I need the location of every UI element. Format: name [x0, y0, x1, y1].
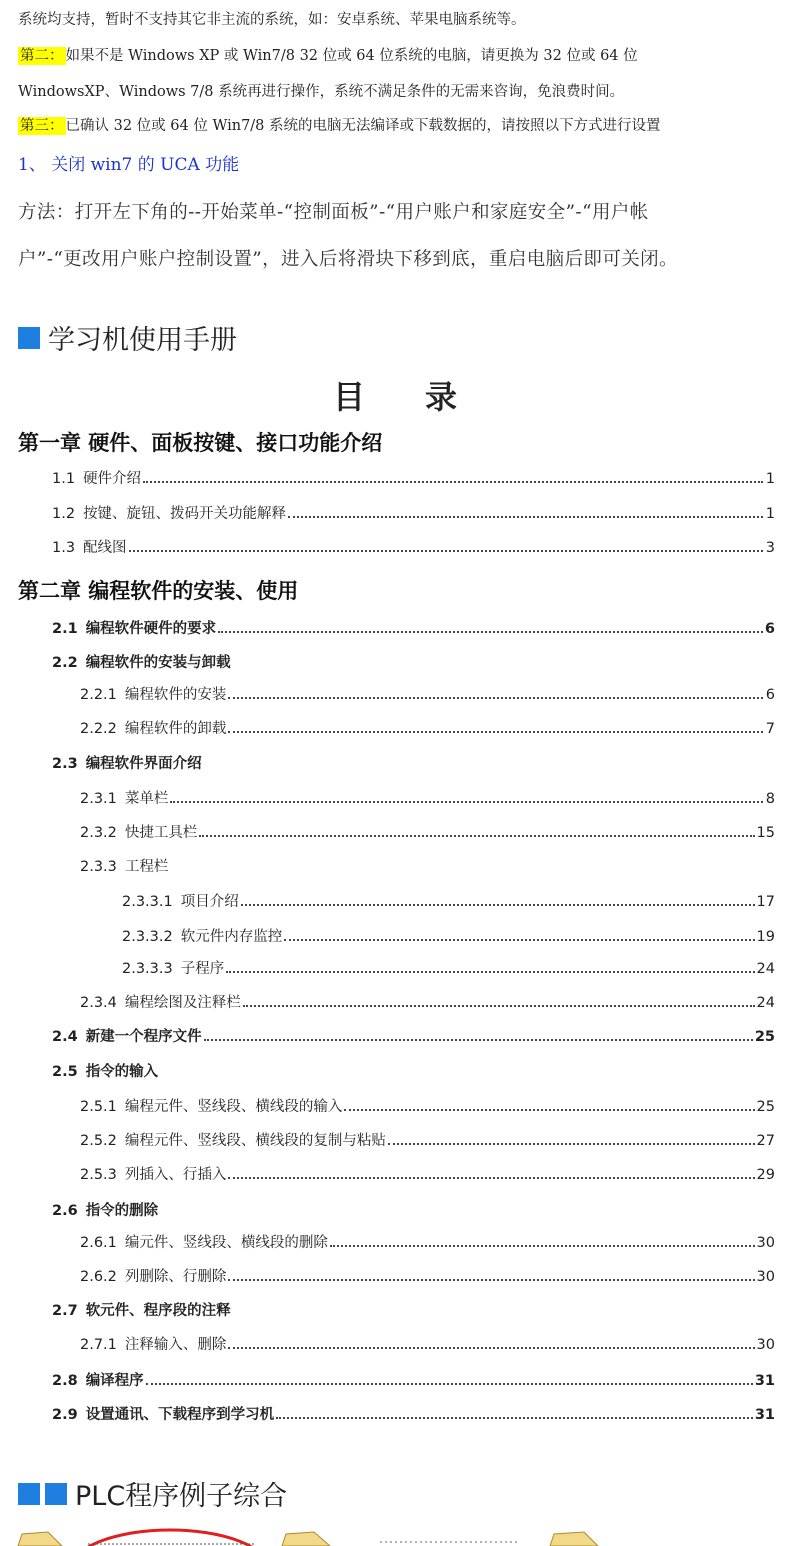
- toc-entry-title: 指令的输入: [85, 1064, 159, 1080]
- toc-entry-title: 新建一个程序文件: [85, 1029, 202, 1045]
- toc-entry-page: 24: [756, 961, 775, 977]
- toc-entry-title: 设置通讯、下载程序到学习机: [85, 1407, 275, 1423]
- toc-entry-page: 3: [765, 540, 775, 556]
- label-third: 第三：: [20, 118, 64, 134]
- toc-leader-dots: [226, 971, 754, 973]
- toc-entry-title: 软元件、程序段的注释: [85, 1303, 231, 1319]
- toc-leader-dots: [228, 1177, 754, 1179]
- toc-entry-number: 1.1: [52, 471, 76, 487]
- bottom-thumbnails: [0, 1528, 790, 1546]
- toc-entry-number: 2.2: [52, 655, 78, 671]
- toc-entry-page: 6: [764, 621, 775, 637]
- toc-leader-dots: [388, 1143, 755, 1145]
- toc-entry-number: 2.7: [52, 1303, 78, 1319]
- toc-entry-page: 31: [754, 1373, 775, 1389]
- toc-entry-number: 2.6.2: [80, 1269, 117, 1285]
- toc-entry-number: 1.2: [52, 506, 76, 522]
- toc-entry-title: 工程栏: [124, 859, 169, 875]
- toc-entry-number: 2.6: [52, 1203, 78, 1219]
- toc-entry-page: 30: [756, 1269, 775, 1285]
- chapter-1-heading: 第一章 硬件、面板按键、接口功能介绍: [18, 431, 383, 455]
- toc-entry-title: 硬件介绍: [83, 471, 142, 487]
- toc-entry[interactable]: [80, 1129, 775, 1151]
- toc-entry-title: 编程软件的安装与卸载: [85, 655, 231, 671]
- toc-entry[interactable]: [122, 890, 775, 912]
- toc-entry-page: 1: [765, 506, 775, 522]
- blue-square-icon: [18, 327, 40, 349]
- toc-entry[interactable]: [52, 536, 775, 558]
- toc-entry-page: 31: [754, 1407, 775, 1423]
- toc-entry-number: 2.3.3.2: [122, 929, 173, 945]
- toc-entry-title: 菜单栏: [124, 791, 169, 807]
- toc-entry-number: 2.5.2: [80, 1133, 117, 1149]
- toc-entry[interactable]: [52, 1299, 775, 1321]
- toc-entry-title: 项目介绍: [180, 894, 239, 910]
- toc-entry[interactable]: [80, 1231, 775, 1253]
- toc-entry-title: 软元件内存监控: [180, 929, 283, 945]
- intro-line-2-text: 如果不是 Windows XP 或 Win7/8 32 位或 64 位系统的电脑，请更换为 32 位或 64 位: [65, 48, 638, 64]
- toc-entry-number: 2.3.1: [80, 791, 117, 807]
- blue-square-icon: [45, 1483, 67, 1505]
- toc-entry-page: 30: [756, 1235, 775, 1251]
- toc-entry-title: 编程元件、竖线段、横线段的复制与粘贴: [124, 1133, 386, 1149]
- blue-square-icon: [18, 1483, 40, 1505]
- toc-entry-title: 指令的删除: [85, 1203, 159, 1219]
- toc-entry-number: 2.2.2: [80, 721, 117, 737]
- label-second: 第二：: [20, 48, 64, 64]
- toc-entry-title: 编元件、竖线段、横线段的删除: [124, 1235, 328, 1251]
- toc-entry-number: 2.3.4: [80, 995, 117, 1011]
- toc-entry-page: 30: [756, 1337, 775, 1353]
- toc-leader-dots: [146, 1383, 753, 1385]
- section-plc-title: PLC程序例子综合: [75, 1481, 288, 1512]
- toc-entry[interactable]: [52, 1403, 775, 1425]
- toc-leader-dots: [330, 1245, 755, 1247]
- toc-entry-title: 子程序: [180, 961, 225, 977]
- toc-entry-number: 2.7.1: [80, 1337, 117, 1353]
- toc-entry-number: 2.1: [52, 621, 78, 637]
- toc-entry[interactable]: [80, 717, 775, 739]
- toc-entry-title: 编程软件的卸载: [124, 721, 227, 737]
- toc-entry-page: 1: [765, 471, 775, 487]
- toc-entry-page: 27: [756, 1133, 775, 1149]
- intro-line-3: WindowsXP、Windows 7/8 系统再进行操作，系统不满足条件的无需来咨询，免浪费时间。: [18, 84, 625, 100]
- toc-entry-title: 列删除、行删除: [124, 1269, 227, 1285]
- toc-leader-dots: [228, 1279, 754, 1281]
- section-heading-plc: [18, 1474, 287, 1513]
- toc-entry[interactable]: [80, 1095, 775, 1117]
- toc-entry-page: 29: [756, 1167, 775, 1183]
- toc-leader-dots: [288, 516, 763, 518]
- toc-entry[interactable]: [80, 787, 775, 809]
- toc-entry-number: 2.6.1: [80, 1235, 117, 1251]
- toc-entry-number: 2.5.3: [80, 1167, 117, 1183]
- toc-entry[interactable]: [52, 1199, 775, 1221]
- toc-leader-dots: [276, 1417, 753, 1419]
- toc-entry[interactable]: [80, 1333, 775, 1355]
- toc-entry-number: 2.3.3: [80, 859, 117, 875]
- toc-entry[interactable]: [52, 752, 775, 774]
- toc-entry-number: 2.5.1: [80, 1099, 117, 1115]
- toc-entry-number: 2.8: [52, 1373, 78, 1389]
- toc-entry-title: 编程软件界面介绍: [85, 756, 202, 772]
- toc-entry-number: 2.4: [52, 1029, 78, 1045]
- toc-entry-page: 6: [765, 687, 775, 703]
- section-heading-manual: [18, 318, 237, 357]
- toc-entry-page: 15: [756, 825, 775, 841]
- toc-entry-title: 编程元件、竖线段、横线段的输入: [124, 1099, 343, 1115]
- toc-leader-dots: [228, 697, 763, 699]
- toc-entry-number: 1.3: [52, 540, 76, 556]
- toc-entry-title: 列插入、行插入: [124, 1167, 227, 1183]
- toc-entry-title: 编程软件硬件的要求: [85, 621, 217, 637]
- toc-entry-title: 编译程序: [85, 1373, 144, 1389]
- toc-leader-dots: [129, 550, 763, 552]
- toc-title: 目录: [332, 378, 517, 416]
- method-line-2: 户”-“更改用户账户控制设置”，进入后将滑块下移到底，重启电脑后即可关闭。: [18, 249, 678, 270]
- toc-entry[interactable]: [52, 1025, 775, 1047]
- toc-entry-page: 19: [756, 929, 775, 945]
- intro-line-4: [18, 114, 774, 135]
- toc-entry-title: 编程软件的安装: [124, 687, 227, 703]
- toc-entry[interactable]: [80, 683, 775, 705]
- toc-leader-dots: [218, 631, 763, 633]
- toc-entry-number: 2.2.1: [80, 687, 117, 703]
- intro-line-2: [18, 44, 774, 65]
- folder-icon: [282, 1532, 330, 1546]
- toc-entry[interactable]: [80, 855, 775, 877]
- toc-entry-title: 注释输入、删除: [124, 1337, 227, 1353]
- toc-entry[interactable]: [122, 957, 775, 979]
- toc-entry-number: 2.3.2: [80, 825, 117, 841]
- toc-entry-title: 按键、旋钮、拨码开关功能解释: [83, 506, 287, 522]
- chapter-2-heading: 第二章 编程软件的安装、使用: [18, 579, 299, 603]
- toc-entry[interactable]: [52, 1060, 775, 1082]
- method-line-1: 方法：打开左下角的--开始菜单-“控制面板”-“用户账户和家庭安全”-“用户帐: [18, 202, 649, 223]
- intro-line-1: 系统均支持，暂时不支持其它非主流的系统，如：安卓系统、苹果电脑系统等。: [18, 12, 526, 28]
- toc-entry[interactable]: [52, 1369, 775, 1391]
- toc-entry-title: 配线图: [83, 540, 127, 556]
- toc-entry-title: 编程绘图及注释栏: [124, 995, 241, 1011]
- toc-leader-dots: [284, 939, 754, 941]
- toc-entry[interactable]: [122, 925, 775, 947]
- uca-heading: 1、 关闭 win7 的 UCA 功能: [18, 155, 240, 175]
- section-manual-title: 学习机使用手册: [48, 325, 237, 356]
- toc-entry[interactable]: [80, 991, 775, 1013]
- toc-entry[interactable]: [52, 651, 775, 673]
- toc-leader-dots: [241, 904, 755, 906]
- toc-entry-page: 17: [756, 894, 775, 910]
- toc-entry-page: 25: [754, 1029, 775, 1045]
- folder-icon: [18, 1532, 62, 1546]
- toc-entry[interactable]: [80, 1163, 775, 1185]
- toc-entry-number: 2.3: [52, 756, 78, 772]
- toc-entry-page: 8: [765, 791, 775, 807]
- toc-entry-title: 快捷工具栏: [124, 825, 198, 841]
- toc-entry[interactable]: [52, 502, 775, 524]
- toc-leader-dots: [170, 801, 763, 803]
- toc-entry-number: 2.3.3.1: [122, 894, 173, 910]
- toc-entry-page: 24: [756, 995, 775, 1011]
- toc-entry[interactable]: [52, 617, 775, 639]
- toc-leader-dots: [143, 481, 763, 483]
- toc-leader-dots: [228, 731, 763, 733]
- toc-leader-dots: [228, 1347, 754, 1349]
- toc-entry[interactable]: [80, 1265, 775, 1287]
- intro-line-4-text: 已确认 32 位或 64 位 Win7/8 系统的电脑无法编译或下载数据的，请按照以下方式进行设置: [65, 118, 661, 134]
- toc-entry-number: 2.5: [52, 1064, 78, 1080]
- toc-leader-dots: [204, 1039, 753, 1041]
- toc-entry-number: 2.3.3.3: [122, 961, 173, 977]
- toc-entry[interactable]: [80, 821, 775, 843]
- toc-leader-dots: [243, 1005, 755, 1007]
- toc-leader-dots: [199, 835, 754, 837]
- toc-entry-number: 2.9: [52, 1407, 78, 1423]
- toc-leader-dots: [344, 1109, 754, 1111]
- toc-entry-page: 25: [756, 1099, 775, 1115]
- folder-icon: [550, 1532, 598, 1546]
- toc-entry[interactable]: [52, 467, 775, 489]
- toc-entry-page: 7: [765, 721, 775, 737]
